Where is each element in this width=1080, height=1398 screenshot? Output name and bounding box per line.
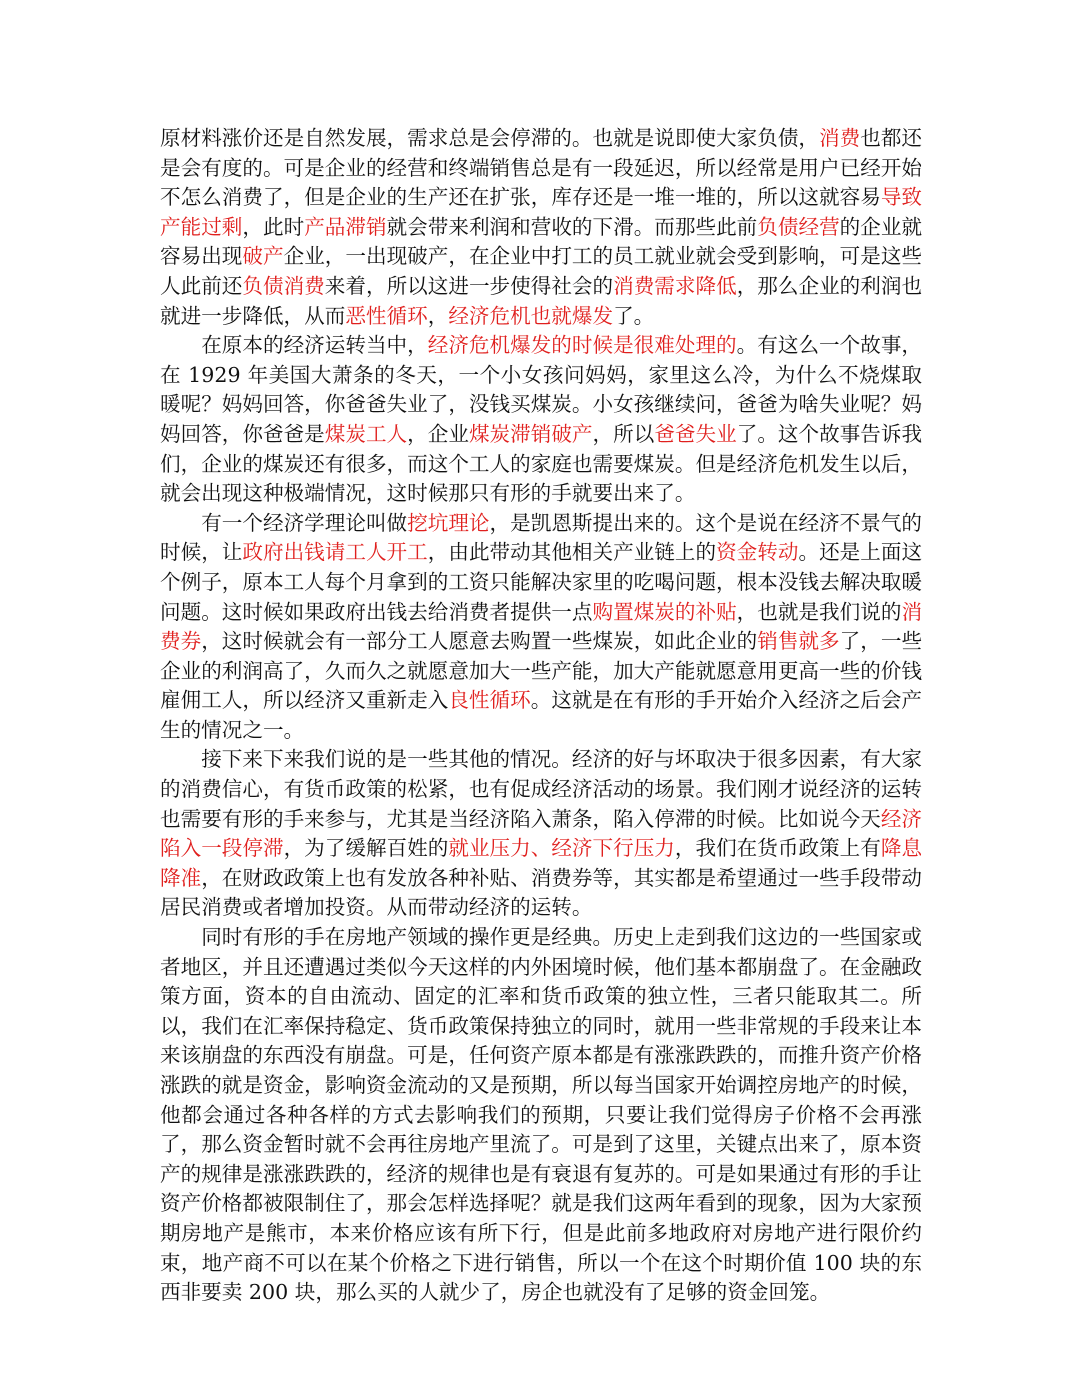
paragraph-text: ，由此带动其他相关产业链上的 — [427, 540, 717, 565]
highlighted-phrase: 购置煤炭的补贴 — [592, 599, 737, 624]
paragraph-text: ，我们在货币政策上有 — [674, 836, 881, 861]
highlighted-phrase: 降息降准 — [160, 836, 923, 890]
highlighted-phrase: 挖坑理论 — [407, 510, 490, 535]
paragraph-text: 。还是上面这个例子，原本工人每个月拿到的工资只能解决家里的吃喝问题，根本没钱去解决取暖问题。这时候如果政府出钱去给消费者提供一点 — [160, 540, 923, 624]
paragraph-text: ，那么企业的利润也就进一步降低，从而 — [160, 273, 923, 328]
highlighted-phrase: 政府出钱请工人开工 — [242, 540, 428, 565]
highlighted-phrase: 负债消费 — [242, 273, 325, 298]
paragraph-text: 有一个经济学理论叫做 — [201, 510, 408, 535]
highlighted-phrase: 负债经营 — [757, 214, 840, 239]
highlighted-phrase: 煤炭工人 — [324, 421, 408, 446]
highlighted-phrase: 消费 — [819, 126, 861, 150]
highlighted-phrase: 产品滞销 — [304, 214, 387, 239]
paragraph-text: ，在财政政策上也有发放各种补贴、消费券等，其实都是希望通过一些手段带动居民消费或者增加投资。从而带动经济的运转。 — [160, 865, 923, 920]
paragraph-3 — [160, 509, 922, 746]
paragraph-text: 了。 — [613, 303, 655, 328]
paragraph-text: ，这时候就会有一部分工人愿意去购置一些煤炭，如此企业的 — [201, 629, 758, 654]
document-page — [160, 124, 922, 1308]
highlighted-phrase: 经济陷入一段停滞 — [160, 806, 923, 861]
paragraph-text: ，企业 — [407, 421, 469, 446]
paragraph-text: 来着，所以这进一步使得社会的 — [324, 273, 614, 298]
highlighted-phrase: 消费券 — [160, 599, 923, 654]
paragraph-text: ， — [427, 303, 449, 328]
paragraph-1 — [160, 124, 922, 331]
paragraph-text: 同时有形的手在房地产领域的操作更是经典。历史上走到我们这边的一些国家或者地区，并且还遭遇过类似今天这样的内外困境时候，他们基本都崩盘了。在金融政策方面，资本的自由流动、固定的汇率和货币政策的独立性，三者只能取其二。所以，我们在汇率保持稳定、货币政策保持独立的同时，就用一些非常规的手段来让本来该崩盘的东西没有崩盘。可是，任何资产原本都是有涨涨跌跌的，而推升资产价格涨跌的就是资金，影响资金流动的又是预期，所以每当国家开始调控房地产的时候，他都会通过各种各样的方式去影响我们的预期，只要让我们觉得房子价格不会再涨了，那么资金暂时就不会再往房地产里流了。可是到了这里，关键点出来了，原本资产的规律是涨涨跌跌的，经济的规律也是有衰退有复苏的。可是如果通过有形的手让资产价格都被限制住了，那会怎样选择呢？就是我们这两年看到的现象，因为大家预期房地产是熊市，本来价格应该有所下行，但是此前多地政府对房地产进行限价约束，地产商不可以在某个价格之下进行销售，所以一个在这个时期价值 100 块的东西非要卖 200 块，那么买的人就少了，房企也就没有了足够的资金回笼。 — [160, 925, 922, 1305]
paragraph-text: ，是凯恩斯提出来的。这个是说在经济不景气的时候，让 — [160, 510, 923, 565]
highlighted-phrase: 煤炭滞销破产 — [468, 421, 593, 446]
paragraph-text: 在原本的经济运转当中， — [201, 333, 428, 358]
paragraph-text: 。这就是在有形的手开始介入经济之后会产生的情况之一。 — [160, 688, 923, 742]
highlighted-phrase: 破产 — [242, 244, 284, 269]
highlighted-phrase: 就业压力、经济下行压力 — [448, 836, 675, 861]
paragraph-4 — [160, 745, 922, 923]
paragraph-text: 企业，一出现破产，在企业中打工的员工就业就会受到影响，可是这些人此前还 — [160, 244, 923, 298]
paragraph-5 — [160, 923, 922, 1308]
highlighted-phrase: 资金转动 — [716, 540, 799, 565]
paragraph-text: 。有这么一个故事，在 1929 年美国大萧条的冬天，一个小女孩问妈妈，家里这么冷，为什么不烧煤取暖呢？妈妈回答，你爸爸失业了，没钱买煤炭。小女孩继续问，爸爸为啥失业呢？妈妈回答，你爸爸是 — [160, 333, 923, 446]
paragraph-text: 了。这个故事告诉我们，企业的煤炭还有很多，而这个工人的家庭也需要煤炭。但是经济危机发生以后，就会出现这种极端情况，这时候那只有形的手就要出来了。 — [160, 421, 923, 506]
paragraph-text: 也都还是会有度的。可是企业的经营和终端销售总是有一段延迟，所以经常是用户已经开始不怎么消费了，但是企业的生产还在扩张，库存还是一堆一堆的，所以这就容易 — [160, 126, 923, 210]
paragraph-text: 的企业就容易出现 — [160, 214, 923, 269]
highlighted-phrase: 销售就多 — [757, 629, 840, 654]
article-body — [160, 124, 922, 1308]
highlighted-phrase: 爸爸失业 — [654, 421, 737, 446]
paragraph-2 — [160, 331, 922, 509]
highlighted-phrase: 恶性循环 — [345, 303, 428, 328]
highlighted-phrase: 经济危机也就爆发 — [448, 303, 614, 328]
paragraph-text: 了，一些企业的利润高了，久而久之就愿意加大一些产能，加大产能就愿意用更高一些的价钱雇佣工人，所以经济又重新走入 — [160, 629, 923, 713]
highlighted-phrase: 经济危机爆发的时候是很难处理的 — [427, 333, 737, 358]
highlighted-phrase: 导致产能过剩 — [160, 185, 923, 239]
highlighted-phrase: 良性循环 — [448, 688, 531, 713]
paragraph-text: 就会带来利润和营收的下滑。而那些此前 — [386, 214, 758, 239]
paragraph-text: 接下来下来我们说的是一些其他的情况。经济的好与坏取决于很多因素，有大家的消费信心，有货币政策的松紧，也有促成经济活动的场景。我们刚才说经济的运转也需要有形的手来参与，尤其是当经济陷入萧条，陷入停滞的时候。比如说今天 — [160, 747, 922, 831]
paragraph-text: ，也就是我们说的 — [736, 599, 902, 624]
paragraph-text: ，所以 — [592, 421, 655, 446]
paragraph-text: ，为了缓解百姓的 — [283, 836, 449, 861]
paragraph-text: ，此时 — [242, 214, 305, 239]
paragraph-text: 原材料涨价还是自然发展，需求总是会停滞的。也就是说即使大家负债， — [160, 126, 820, 150]
highlighted-phrase: 消费需求降低 — [613, 273, 737, 298]
